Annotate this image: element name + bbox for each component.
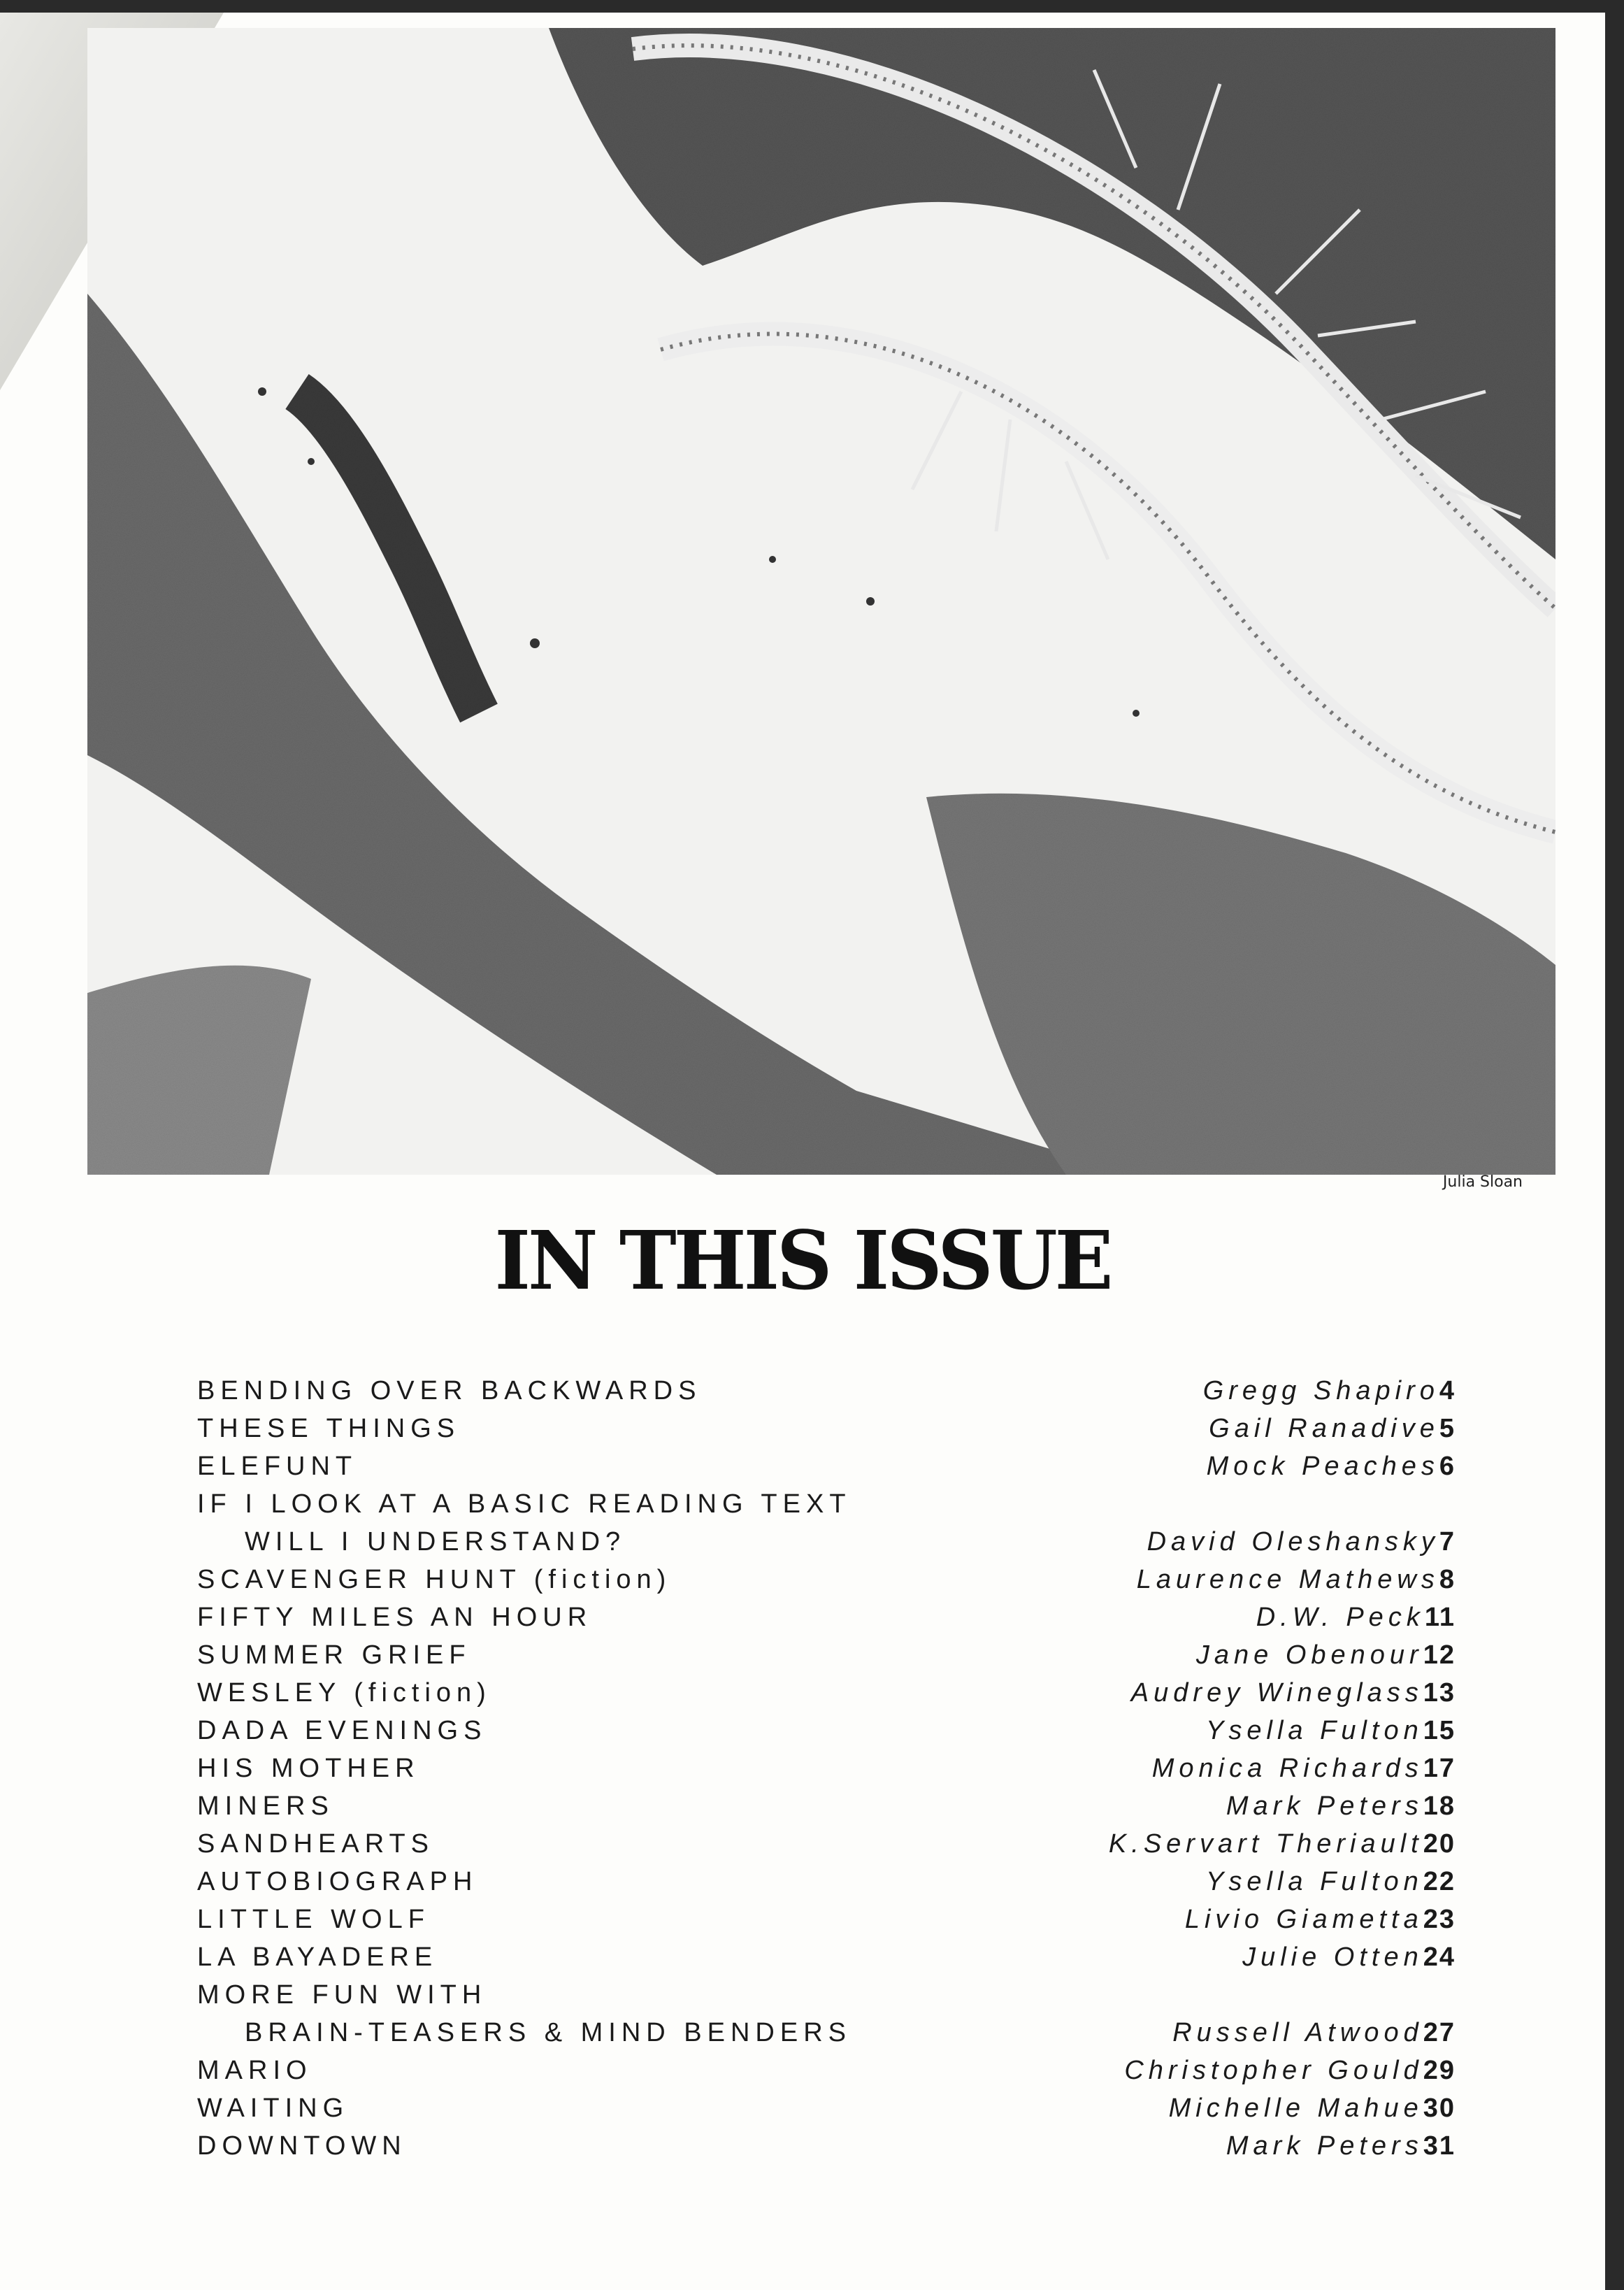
magazine-page xyxy=(0,13,1605,2290)
toc-entry xyxy=(197,1938,1456,1976)
toc-author: Livio Giametta xyxy=(1184,1905,1423,1934)
table-of-contents xyxy=(197,1372,1456,2165)
toc-byline xyxy=(1131,1674,1456,1712)
toc-author: Gail Ranadive xyxy=(1209,1414,1439,1443)
toc-page-number: 7 xyxy=(1439,1527,1456,1557)
toc-title xyxy=(197,1863,477,1901)
toc-author: Laurence Mathews xyxy=(1136,1565,1439,1594)
toc-title xyxy=(197,2127,407,2165)
toc-title-line: SUMMER GRIEF xyxy=(197,1640,471,1670)
toc-title-line: ELEFUNT xyxy=(197,1452,358,1481)
toc-author: Mark Peters xyxy=(1226,1791,1423,1821)
toc-entry xyxy=(197,1410,1456,1447)
toc-page-number: 4 xyxy=(1439,1376,1456,1405)
toc-title-line: AUTOBIOGRAPH xyxy=(197,1867,478,1896)
toc-page-number: 5 xyxy=(1439,1414,1456,1443)
toc-byline xyxy=(1206,1712,1456,1749)
toc-page-number: 29 xyxy=(1423,2056,1456,2085)
toc-author: Monica Richards xyxy=(1151,1754,1423,1783)
toc-byline xyxy=(1147,1523,1456,1561)
toc-author: Michelle Mahue xyxy=(1168,2094,1423,2123)
toc-author: D.W. Peck xyxy=(1256,1603,1425,1632)
toc-page-number: 8 xyxy=(1439,1565,1456,1594)
toc-title xyxy=(197,1372,701,1410)
toc-entry xyxy=(197,1674,1456,1712)
toc-title xyxy=(197,1561,671,1598)
toc-title xyxy=(197,1485,851,1561)
toc-title-line: LA BAYADERE xyxy=(197,1942,438,1972)
toc-title-continuation: BRAIN-TEASERS & MIND BENDERS xyxy=(245,2018,851,2047)
toc-byline xyxy=(1185,1901,1456,1938)
toc-entry xyxy=(197,1787,1456,1825)
toc-author: Audrey Wineglass xyxy=(1130,1678,1423,1708)
toc-author: Gregg Shapiro xyxy=(1202,1376,1439,1405)
toc-entry xyxy=(197,2052,1456,2089)
toc-title xyxy=(197,1712,487,1749)
toc-author: Russell Atwood xyxy=(1172,2018,1423,2047)
toc-title xyxy=(197,1447,357,1485)
toc-page-number: 30 xyxy=(1423,2094,1456,2123)
toc-byline xyxy=(1124,2052,1456,2089)
photo-credit: Julia Sloan xyxy=(1442,1173,1523,1191)
toc-title-line: SANDHEARTS xyxy=(197,1829,435,1859)
toc-page-number: 23 xyxy=(1423,1905,1456,1934)
toc-title xyxy=(197,1598,592,1636)
toc-entry xyxy=(197,1976,1456,2052)
toc-author: David Oleshansky xyxy=(1147,1527,1439,1557)
page-title: IN THIS ISSUE xyxy=(494,1212,1111,1308)
toc-byline xyxy=(1203,1372,1456,1410)
toc-title-line: LITTLE WOLF xyxy=(197,1905,430,1934)
toc-title xyxy=(197,1938,438,1976)
toc-entry xyxy=(197,1901,1456,1938)
toc-title xyxy=(197,1636,471,1674)
toc-byline xyxy=(1209,1410,1456,1447)
toc-title xyxy=(197,1787,334,1825)
toc-page-number: 12 xyxy=(1423,1640,1456,1670)
toc-title xyxy=(197,1410,460,1447)
toc-entry xyxy=(197,1636,1456,1674)
toc-entry xyxy=(197,1712,1456,1749)
toc-byline xyxy=(1137,1561,1456,1598)
toc-author: Julie Otten xyxy=(1242,1942,1423,1972)
grainy-plant-photo xyxy=(87,28,1555,1175)
toc-entry xyxy=(197,2089,1456,2127)
toc-entry xyxy=(197,1372,1456,1410)
toc-title-line: MINERS xyxy=(197,1791,334,1821)
toc-title-line: HIS MOTHER xyxy=(197,1754,420,1783)
toc-byline xyxy=(1169,2089,1456,2127)
toc-title-line: WAITING xyxy=(197,2094,350,2123)
toc-title-line: FIFTY MILES AN HOUR xyxy=(197,1603,593,1632)
toc-title-line: MARIO xyxy=(197,2056,312,2085)
toc-page-number: 15 xyxy=(1423,1716,1456,1745)
toc-title-continuation: WILL I UNDERSTAND? xyxy=(245,1527,626,1557)
toc-entry xyxy=(197,1485,1456,1561)
toc-byline xyxy=(1256,1598,1456,1636)
toc-title xyxy=(197,1976,851,2052)
toc-page-number: 18 xyxy=(1423,1791,1456,1821)
toc-page-number: 6 xyxy=(1439,1452,1456,1481)
toc-author: Ysella Fulton xyxy=(1206,1867,1423,1896)
toc-title xyxy=(197,1825,434,1863)
toc-title-line: IF I LOOK AT A BASIC READING TEXT xyxy=(197,1489,851,1519)
toc-page-number: 20 xyxy=(1423,1829,1456,1859)
toc-byline xyxy=(1109,1825,1456,1863)
toc-title xyxy=(197,2052,312,2089)
toc-title xyxy=(197,1901,430,1938)
toc-title-line: SCAVENGER HUNT (fiction) xyxy=(197,1565,672,1594)
toc-page-number: 22 xyxy=(1423,1867,1456,1896)
toc-page-number: 27 xyxy=(1423,2018,1456,2047)
toc-byline xyxy=(1172,2014,1456,2052)
toc-byline xyxy=(1152,1749,1456,1787)
toc-author: Jane Obenour xyxy=(1195,1640,1423,1670)
toc-byline xyxy=(1206,1863,1456,1901)
toc-byline xyxy=(1226,2127,1456,2165)
toc-entry xyxy=(197,1749,1456,1787)
cover-photo xyxy=(87,28,1555,1175)
toc-page-number: 31 xyxy=(1423,2131,1456,2161)
toc-page-number: 13 xyxy=(1423,1678,1456,1708)
toc-byline xyxy=(1196,1636,1456,1674)
toc-byline xyxy=(1242,1938,1456,1976)
toc-author: Mark Peters xyxy=(1226,2131,1423,2161)
toc-page-number: 11 xyxy=(1424,1603,1456,1632)
toc-byline xyxy=(1207,1447,1456,1485)
toc-author: Christopher Gould xyxy=(1124,2056,1423,2085)
toc-entry xyxy=(197,1598,1456,1636)
toc-entry xyxy=(197,1863,1456,1901)
toc-entry xyxy=(197,2127,1456,2165)
toc-title-line: DOWNTOWN xyxy=(197,2131,407,2161)
toc-entry xyxy=(197,1561,1456,1598)
toc-title-line: BENDING OVER BACKWARDS xyxy=(197,1376,702,1405)
toc-author: Ysella Fulton xyxy=(1206,1716,1423,1745)
toc-title xyxy=(197,2089,349,2127)
toc-title-line: DADA EVENINGS xyxy=(197,1716,487,1745)
toc-entry xyxy=(197,1447,1456,1485)
toc-title xyxy=(197,1674,491,1712)
toc-author: Mock Peaches xyxy=(1206,1452,1439,1481)
toc-page-number: 17 xyxy=(1423,1754,1456,1783)
toc-page-number: 24 xyxy=(1423,1942,1456,1972)
toc-author: K.Servart Theriault xyxy=(1108,1829,1423,1859)
toc-title-line: MORE FUN WITH xyxy=(197,1980,487,2010)
toc-byline xyxy=(1226,1787,1456,1825)
toc-title-line: THESE THINGS xyxy=(197,1414,461,1443)
toc-title xyxy=(197,1749,420,1787)
toc-title-line: WESLEY (fiction) xyxy=(197,1678,491,1708)
toc-entry xyxy=(197,1825,1456,1863)
